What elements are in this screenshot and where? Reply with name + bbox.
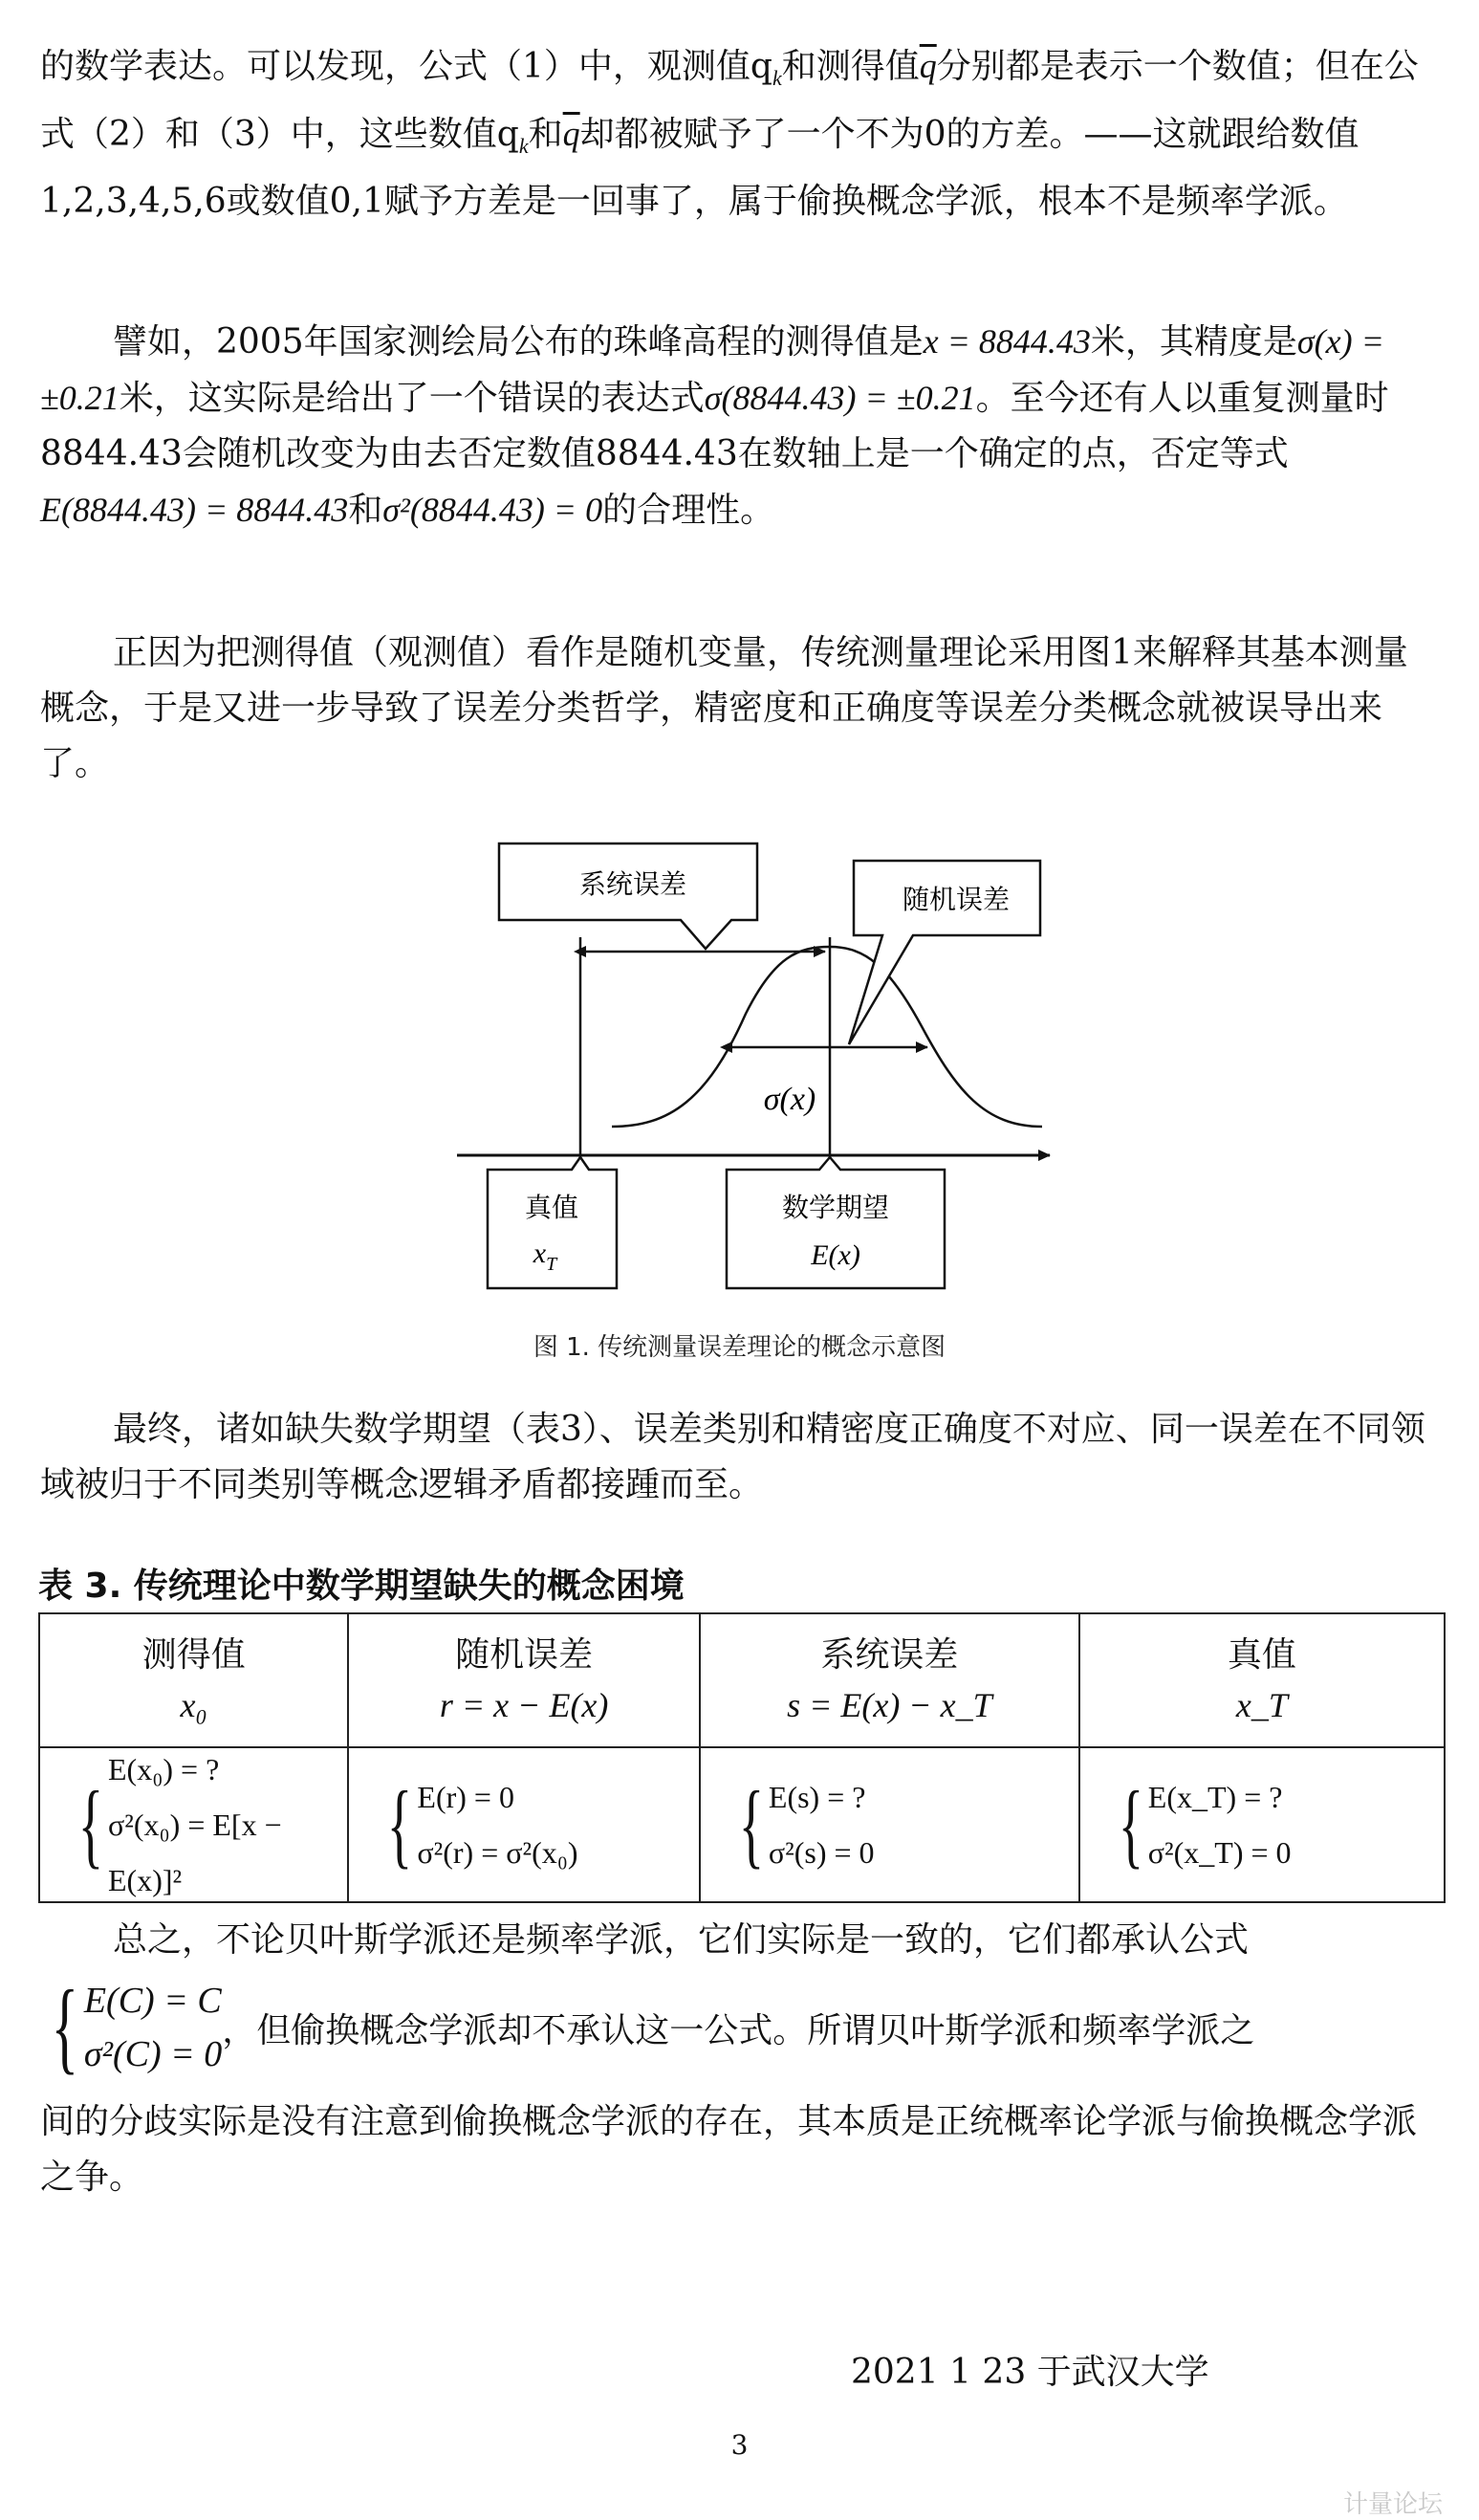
equation-system: E(C) = C σ²(C) = 0 [83, 1981, 223, 2074]
figure-1 [0, 822, 1479, 1320]
sigma-label: σ(x) [763, 1082, 816, 1117]
conclusion-paragraph [40, 1913, 1441, 2205]
table-row [39, 1747, 1445, 1902]
page-number: 3 [730, 2429, 749, 2461]
watermark-logo: 计量论坛 [1343, 2490, 1444, 2519]
table-cell: { E(x₀) = ? σ²(x₀) = E[x − E(x)]² [39, 1747, 348, 1902]
conclusion-rest: 间的分歧实际是没有注意到偷换概念学派的存在，其本质是正统概率论学派与偷换概念学派之争。 [40, 2102, 1418, 2197]
table-cell: { E(x_T) = ? σ²(x_T) = 0 [1079, 1747, 1445, 1902]
header-systematic-error: 系统误差 s = E(x) − x_T [700, 1613, 1079, 1747]
expectation-symbol: E(x) [811, 1239, 860, 1271]
table-title: 表 3. 传统理论中数学期望缺失的概念困境 [38, 1567, 685, 1606]
table-header-row [39, 1613, 1445, 1747]
paragraph-2: 譬如，2005年国家测绘局公布的珠峰高程的测得值是x = 8844.43米，其精度是σ(x) = ±0.21米，这实际是给出了一个错误的表达式σ(8844.43) = ±0.21。至今还有人以重复测量时8844.43会随机改变为由去否定数值8844.43在数轴上是一个确定的点，否定等式E(8844.43) = 8844.43和σ²(8844.43) = 0的合理性。 [40, 322, 1389, 530]
distribution-curve [612, 947, 1042, 1127]
table-cell: { E(s) = ? σ²(s) = 0 [700, 1747, 1079, 1902]
paragraph-4: 最终，诸如缺失数学期望（表3）、误差类别和精密度正确度不对应、同一误差在不同领域被归于不同类别等概念逻辑矛盾都接踵而至。 [40, 1410, 1425, 1504]
figure-caption: 图 1. 传统测量误差理论的概念示意图 [533, 1333, 946, 1362]
conclusion-after-equation: ，但偷换概念学派却不承认这一公式。所谓贝叶斯学派和频率学派之 [222, 2010, 1255, 2050]
paragraph-1: 的数学表达。可以发现，公式（1）中，观测值$q_k$和测得值$\overline{q}$分别都是表示一个数值；但在公式（2）和（3）中，这些数值$q_k$和$\overline{q}$却都被赋予了一个不为0的方差。——这就跟给数值1,2,3,4,5,6或数值0,1赋予方差是一回事了，属于偷换概念学派，根本不是频率学派。 [40, 47, 1419, 222]
table-3 [38, 1612, 1446, 1903]
conclusion-line-1: 总之，不论贝叶斯学派还是频率学派，它们实际是一致的，它们都承认公式 [113, 1920, 1250, 1960]
true-value-symbol: $x_T$ [533, 1238, 557, 1275]
table-cell: { E(r) = 0 σ²(r) = σ²(x₀) [348, 1747, 700, 1902]
paragraph-3: 正因为把测得值（观测值）看作是随机变量，传统测量理论采用图1来解释其基本测量概念，于是又进一步导致了误差分类哲学，精密度和正确度等误差分类概念就被误导出来了。 [40, 633, 1408, 783]
header-measured: 测得值 x₀ [39, 1613, 348, 1747]
header-random-error: 随机误差 r = x − E(x) [348, 1613, 700, 1747]
random-error-label: 随机误差 [902, 884, 1011, 915]
conclusion-equation-row [40, 1970, 1441, 2084]
true-value-label: 真值 [524, 1192, 579, 1223]
equation-brace: { [51, 1970, 79, 2084]
systematic-error-label: 系统误差 [578, 868, 687, 900]
header-true-value: 真值 x_T [1079, 1613, 1445, 1747]
signoff: 2021 1 23 于武汉大学 [851, 2353, 1209, 2392]
expectation-label: 数学期望 [781, 1192, 890, 1223]
